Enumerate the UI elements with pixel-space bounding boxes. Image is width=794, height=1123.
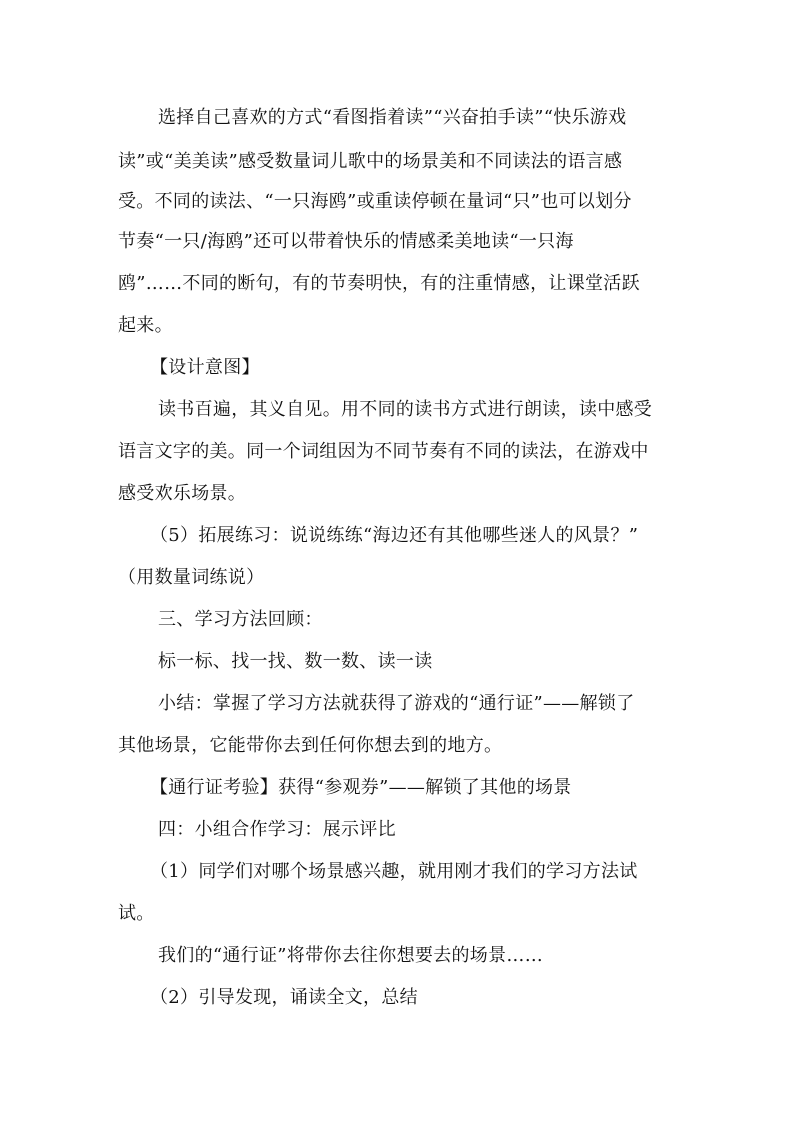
section-heading: 三、学习方法回顾： [158, 609, 323, 630]
section-heading: 四：小组合作学习：展示评比 [158, 819, 396, 840]
paragraph-line: （5）拓展练习：说说练练“海边还有其他哪些迷人的风景？” [150, 525, 639, 546]
paragraph-line: 小结：掌握了学习方法就获得了游戏的“通行证”——解锁了 [158, 693, 635, 714]
section-heading: 【设计意图】 [150, 357, 260, 378]
paragraph-line: 标一标、找一找、数一数、读一读 [158, 651, 433, 672]
paragraph-line: （2）引导发现，诵读全文，总结 [150, 987, 418, 1008]
paragraph-line: 试。 [118, 903, 155, 924]
paragraph-line: （用数量词练说） [118, 567, 265, 588]
paragraph-line: 其他场景，它能带你去到任何你想去到的地方。 [118, 735, 503, 756]
paragraph-line: 读”或“美美读”感受数量词儿歌中的场景美和不同读法的语言感 [118, 151, 623, 172]
paragraph-line: 感受欢乐场景。 [118, 483, 247, 504]
paragraph-line: （1）同学们对哪个场景感兴趣，就用刚才我们的学习方法试 [150, 861, 638, 882]
paragraph-line: 语言文字的美。同一个词组因为不同节奏有不同的读法，在游戏中 [118, 441, 649, 462]
section-heading: 【通行证考验】获得“参观券”——解锁了其他的场景 [150, 777, 572, 798]
paragraph-line: 鸥”……不同的断句，有的节奏明快，有的注重情感，让课堂活跃 [118, 273, 640, 294]
paragraph-line: 起来。 [118, 315, 173, 336]
paragraph-line: 节奏“一只/海鸥”还可以带着快乐的情感柔美地读“一只海 [118, 231, 574, 252]
paragraph-line: 我们的“通行证”将带你去往你想要去的场景…… [158, 945, 544, 966]
paragraph-line: 选择自己喜欢的方式“看图指着读”“兴奋拍手读”“快乐游戏 [158, 107, 627, 128]
paragraph-line: 读书百遍，其义自见。用不同的读书方式进行朗读，读中感受 [158, 399, 653, 420]
paragraph-line: 受。不同的读法、“一只海鸥”或重读停顿在量词“只”也可以划分 [118, 191, 632, 212]
